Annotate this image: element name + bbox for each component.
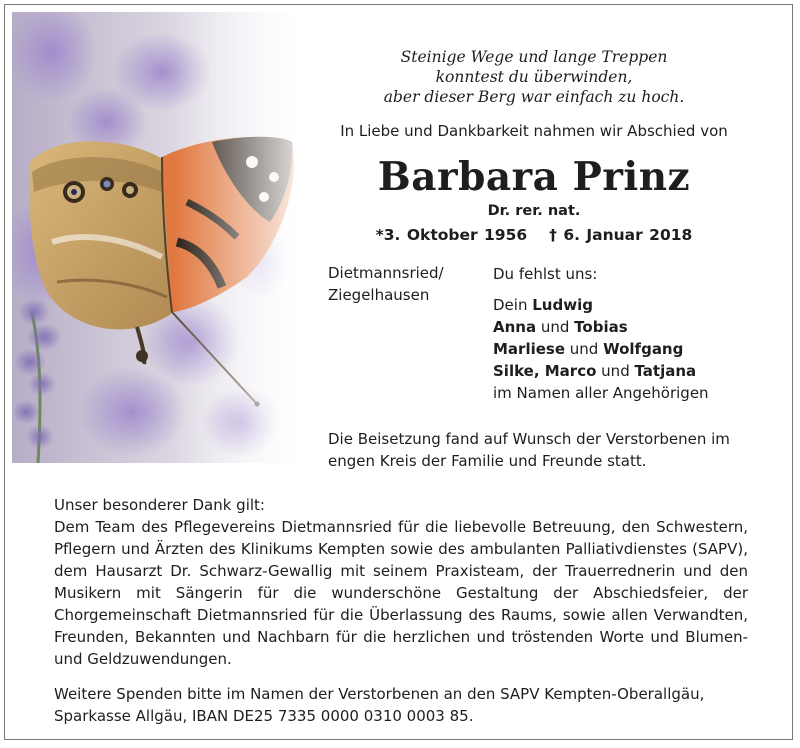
mourner-line xyxy=(493,294,709,316)
mourner-name: Marliese xyxy=(493,340,566,358)
butterfly-lavender-photo xyxy=(12,12,306,463)
mourners-closing: im Namen aller Angehörigen xyxy=(493,384,709,402)
mourner-name: Silke, Marco xyxy=(493,362,597,380)
mourner-prefix: Dein xyxy=(493,296,533,314)
life-dates xyxy=(330,226,738,244)
thanks-body: Dem Team des Pflegevereins Dietmannsried für die liebevolle Betreuung, den Schwestern, Pflegern und Ärzten des Klinikums Kempten sowie des ambulanten Palliativdienstes (SAPV), dem Hausarzt Dr. Schwarz-Gewallig mit seinem Praxisteam, der Trauerrednerin und den Musikern mit Sängerin für die wunderschöne Gestaltung der Abschiedsfeier, der Chorgemeinschaft Dietmannsried für die Überlassung des Raums, sowie allen Verwandten, Freunden, Bekannten und Nachbarn für die herzlichen und tröstenden Worte und Blumen- und Geldzuwendungen. xyxy=(54,518,748,668)
donation-note: Weitere Spenden bitte im Namen der Verstorbenen an den SAPV Kempten-Oberallgäu, Sparkasse Allgäu, IBAN DE25 7335 0000 0310 0003 85. xyxy=(54,685,705,725)
verse-line: Steinige Wege und lange Treppen xyxy=(400,48,668,66)
death-date: † 6. Januar 2018 xyxy=(549,226,693,244)
mourner-connector: und xyxy=(565,340,604,358)
acknowledgements xyxy=(54,494,748,727)
academic-title: Dr. rer. nat. xyxy=(487,203,581,219)
butterfly-illustration xyxy=(12,12,306,463)
mourner-name: Wolfgang xyxy=(603,340,684,358)
place-of-residence xyxy=(328,262,444,306)
mourner-name: Tobias xyxy=(574,318,628,336)
deceased-name: Barbara Prinz xyxy=(377,154,691,200)
place-line: Dietmannsried/ xyxy=(328,264,444,282)
mourner-name: Anna xyxy=(493,318,537,336)
verse-line: konntest du überwinden, xyxy=(435,68,633,86)
thanks-heading: Unser besonderer Dank gilt: xyxy=(54,496,265,514)
mourners-heading: Du fehlst uns: xyxy=(493,265,598,283)
mourner-line xyxy=(493,360,709,382)
birth-date: *3. Oktober 1956 xyxy=(375,226,528,244)
mourner-name: Tatjana xyxy=(634,362,697,380)
mourner-line xyxy=(493,316,709,338)
burial-note: Die Beisetzung fand auf Wunsch der Verstorbenen im engen Kreis der Familie und Freunde statt. xyxy=(328,430,730,470)
verse-line: aber dieser Berg war einfach zu hoch. xyxy=(383,88,685,106)
mourners-list xyxy=(493,265,709,404)
memorial-verse xyxy=(330,47,738,107)
farewell-intro: In Liebe und Dankbarkeit nahmen wir Abschied von xyxy=(340,122,728,140)
place-line: Ziegelhausen xyxy=(328,286,430,304)
mourner-connector: und xyxy=(596,362,635,380)
mourner-name: Ludwig xyxy=(532,296,593,314)
mourner-line xyxy=(493,338,709,360)
mourner-connector: und xyxy=(536,318,575,336)
